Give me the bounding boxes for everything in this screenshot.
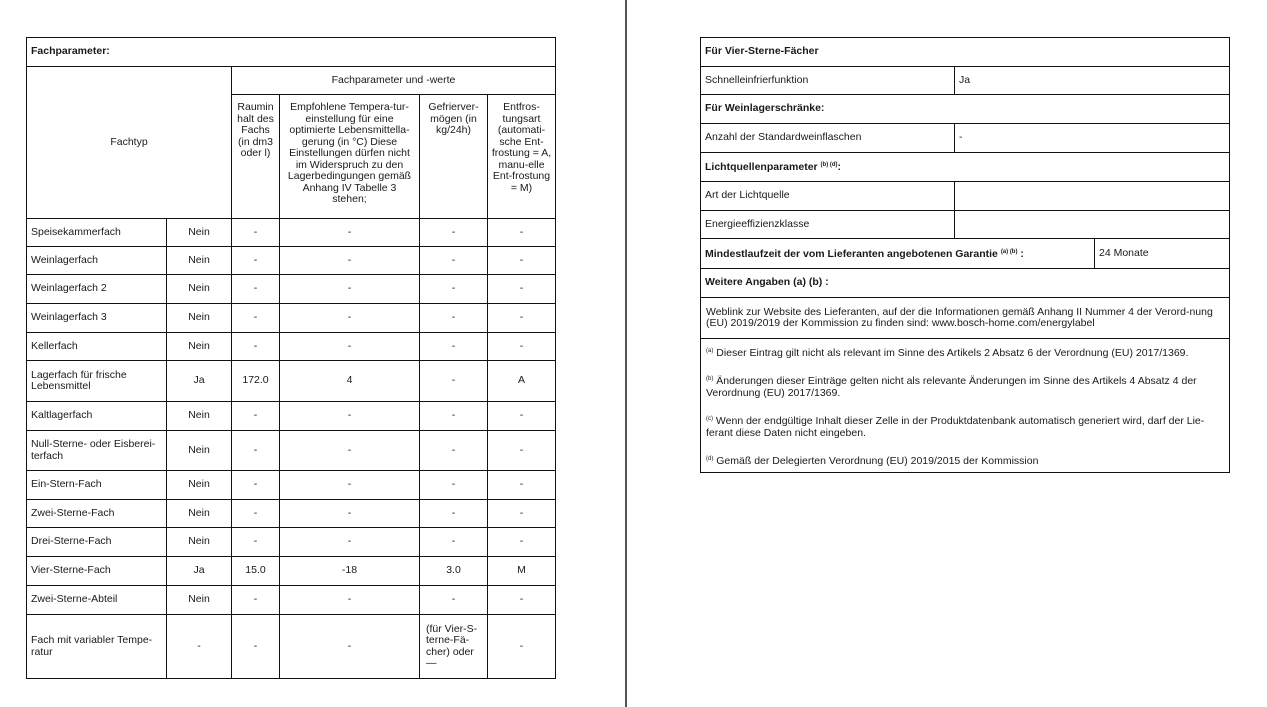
compartment-freezing-capacity: -	[420, 247, 488, 275]
compartment-freezing-capacity: -	[420, 304, 488, 333]
four-star-header: Für Vier-Sterne-Fächer	[701, 38, 1230, 67]
compartment-present: Nein	[167, 402, 232, 431]
light-source-header	[701, 153, 1230, 182]
compartment-present: -	[167, 615, 232, 679]
light-source-footnote-marks: (b) (d)	[820, 162, 838, 169]
compartment-defrost-type: -	[488, 615, 556, 679]
warranty-value: 24 Monate	[1095, 239, 1230, 269]
compartment-volume: -	[232, 431, 280, 471]
compartment-temperature: -	[280, 402, 420, 431]
compartment-volume: 15.0	[232, 557, 280, 586]
compartment-name: Fach mit variabler Tempe-ratur	[27, 615, 167, 679]
compartment-volume: -	[232, 304, 280, 333]
compartment-freezing-capacity: -	[420, 219, 488, 247]
compartment-freezing-capacity: -	[420, 275, 488, 304]
compartment-volume: -	[232, 333, 280, 361]
footnote-text: Gemäß der Delegierten Verordnung (EU) 2019/2015 der Kommission	[716, 454, 1039, 467]
compartment-present: Nein	[167, 247, 232, 275]
warranty-label	[701, 239, 1095, 269]
compartment-name: Lagerfach für frische Lebensmittel	[27, 361, 167, 402]
table-row	[27, 247, 556, 275]
footnote-mark: (b)	[706, 375, 714, 382]
compartment-freezing-capacity: -	[420, 500, 488, 528]
compartment-temperature: -	[280, 275, 420, 304]
compartment-freezing-capacity: -	[420, 471, 488, 500]
warranty-footnote-marks: (a) (b)	[1000, 248, 1018, 255]
compartment-volume: -	[232, 471, 280, 500]
compartment-temperature: -	[280, 500, 420, 528]
compartment-name: Weinlagerfach	[27, 247, 167, 275]
compartment-present: Nein	[167, 431, 232, 471]
compartment-temperature: -	[280, 586, 420, 615]
compartment-freezing-capacity: -	[420, 586, 488, 615]
compartment-defrost-type: M	[488, 557, 556, 586]
compartment-name: Zwei-Sterne-Abteil	[27, 586, 167, 615]
compartment-freezing-capacity: -	[420, 402, 488, 431]
compartment-freezing-capacity: -	[420, 528, 488, 557]
compartment-present: Nein	[167, 275, 232, 304]
compartment-volume: -	[232, 500, 280, 528]
compartment-defrost-type: A	[488, 361, 556, 402]
column-header-temperature: Empfohlene Tempera-tur-einstellung für eine optimierte Lebensmittella-gerung (in °C) Diese Einstellungen dürfen nicht im Widerspruch zu den Lagerbedingungen gemäß Anhang IV Tabelle 3 stehen;	[280, 95, 420, 219]
compartment-present: Nein	[167, 471, 232, 500]
footnote-mark: (c)	[706, 415, 713, 422]
energy-class-label: Energieeffizienzklasse	[701, 211, 955, 239]
table-row	[27, 275, 556, 304]
compartment-present: Nein	[167, 500, 232, 528]
column-header-freezing-capacity: Gefrierver-mögen (in kg/24h)	[420, 95, 488, 219]
footnote-mark: (a)	[706, 348, 714, 354]
table-row	[27, 431, 556, 471]
compartment-defrost-type: -	[488, 304, 556, 333]
column-header-volume: Raumin halt des Fachs (in dm3 oder l)	[232, 95, 280, 219]
compartment-temperature: 4	[280, 361, 420, 402]
compartment-temperature: -	[280, 528, 420, 557]
table-row	[27, 402, 556, 431]
footnote	[706, 453, 1224, 468]
compartment-defrost-type: -	[488, 275, 556, 304]
compartment-present: Nein	[167, 304, 232, 333]
compartment-name: Drei-Sterne-Fach	[27, 528, 167, 557]
compartment-defrost-type: -	[488, 247, 556, 275]
compartment-defrost-type: -	[488, 402, 556, 431]
compartment-temperature: -	[280, 431, 420, 471]
compartment-volume: 172.0	[232, 361, 280, 402]
compartment-volume: -	[232, 402, 280, 431]
footnotes-cell	[701, 339, 1230, 473]
compartment-freezing-capacity: -	[420, 361, 488, 402]
compartment-volume: -	[232, 528, 280, 557]
compartment-present: Nein	[167, 333, 232, 361]
warranty-label-suffix: :	[1017, 247, 1024, 260]
compartment-present: Nein	[167, 219, 232, 247]
column-header-defrost-type: Entfros-tungsart (automati-sche Ent-frostung = A, manu-elle Ent-frostung = M)	[488, 95, 556, 219]
compartment-present: Ja	[167, 361, 232, 402]
compartment-name: Vier-Sterne-Fach	[27, 557, 167, 586]
wine-bottles-value: -	[955, 124, 1230, 153]
light-source-header-text: Lichtquellenparameter	[705, 161, 818, 174]
table-row	[27, 333, 556, 361]
compartment-defrost-type: -	[488, 219, 556, 247]
footnote	[706, 345, 1224, 360]
light-source-header-suffix: :	[837, 161, 842, 174]
compartment-name: Weinlagerfach 2	[27, 275, 167, 304]
compartment-temperature: -	[280, 304, 420, 333]
fachparameter-table	[26, 37, 556, 679]
compartment-temperature: -	[280, 471, 420, 500]
compartment-freezing-capacity: -	[420, 333, 488, 361]
compartment-defrost-type: -	[488, 500, 556, 528]
light-type-value	[955, 182, 1230, 211]
compartment-name: Null-Sterne- oder Eisberei-terfach	[27, 431, 167, 471]
table-row	[27, 615, 556, 679]
compartment-volume: -	[232, 247, 280, 275]
compartment-temperature: -	[280, 219, 420, 247]
group-header: Fachparameter und -werte	[232, 67, 556, 95]
compartment-freezing-capacity: -	[420, 431, 488, 471]
table-row	[27, 219, 556, 247]
compartment-volume: -	[232, 275, 280, 304]
compartment-volume: -	[232, 586, 280, 615]
footnotes-list	[706, 345, 1224, 467]
compartment-present: Nein	[167, 586, 232, 615]
compartment-name: Zwei-Sterne-Fach	[27, 500, 167, 528]
weblink-note: Weblink zur Website des Lieferanten, auf der die Informationen gemäß Anhang II Nummer 4 der Verord-nung (EU) 2019/2019 der Kommission zu finden sind: www.bosch-home.com/energylabel	[701, 298, 1230, 339]
compartment-temperature: -	[280, 247, 420, 275]
compartment-defrost-type: -	[488, 333, 556, 361]
compartment-name: Ein-Stern-Fach	[27, 471, 167, 500]
energy-class-value	[955, 211, 1230, 239]
footnote	[706, 413, 1224, 440]
table-row	[27, 557, 556, 586]
compartment-name: Speisekammerfach	[27, 219, 167, 247]
compartment-present: Nein	[167, 528, 232, 557]
table-row	[27, 528, 556, 557]
more-info-header: Weitere Angaben (a) (b) :	[701, 269, 1230, 298]
light-type-label: Art der Lichtquelle	[701, 182, 955, 211]
footnote-text: Wenn der endgültige Inhalt dieser Zelle in der Produktdatenbank automatisch generiert wird, darf der Lie-ferant diese Daten nicht eingeben.	[706, 414, 1205, 439]
compartment-defrost-type: -	[488, 471, 556, 500]
table-row	[27, 500, 556, 528]
compartment-volume: -	[232, 219, 280, 247]
footnote-text: Änderungen dieser Einträge gelten nicht als relevante Änderungen im Sinne des Artikels 4 Absatz 4 der Verordnung (EU) 2017/1369.	[706, 374, 1197, 399]
compartment-temperature: -	[280, 333, 420, 361]
compartment-name: Kaltlagerfach	[27, 402, 167, 431]
footnote-mark: (d)	[706, 455, 714, 462]
additional-parameters-table	[700, 37, 1230, 473]
footnote-text: Dieser Eintrag gilt nicht als relevant im Sinne des Artikels 2 Absatz 6 der Verordnung (EU) 2017/1369.	[716, 347, 1189, 359]
table-row	[27, 471, 556, 500]
footnote	[706, 373, 1224, 400]
fachtyp-header: Fachtyp	[27, 67, 232, 219]
compartment-freezing-capacity: (für Vier-S-terne-Fä-cher) oder —	[420, 615, 488, 679]
compartment-defrost-type: -	[488, 586, 556, 615]
table-row	[27, 304, 556, 333]
wine-bottles-label: Anzahl der Standardweinflaschen	[701, 124, 955, 153]
compartment-name: Weinlagerfach 3	[27, 304, 167, 333]
compartment-name: Kellerfach	[27, 333, 167, 361]
table-title: Fachparameter:	[27, 38, 556, 67]
compartment-defrost-type: -	[488, 431, 556, 471]
table-row	[27, 361, 556, 402]
compartment-temperature: -	[280, 615, 420, 679]
compartment-present: Ja	[167, 557, 232, 586]
page-divider	[625, 0, 627, 707]
table-row	[27, 586, 556, 615]
compartment-defrost-type: -	[488, 528, 556, 557]
wine-header: Für Weinlagerschränke:	[701, 95, 1230, 124]
quick-freeze-value: Ja	[955, 67, 1230, 95]
compartment-freezing-capacity: 3.0	[420, 557, 488, 586]
quick-freeze-label: Schnelleinfrierfunktion	[701, 67, 955, 95]
warranty-label-text: Mindestlaufzeit der vom Lieferanten angebotenen Garantie	[705, 247, 998, 260]
compartment-volume: -	[232, 615, 280, 679]
compartment-temperature: -18	[280, 557, 420, 586]
